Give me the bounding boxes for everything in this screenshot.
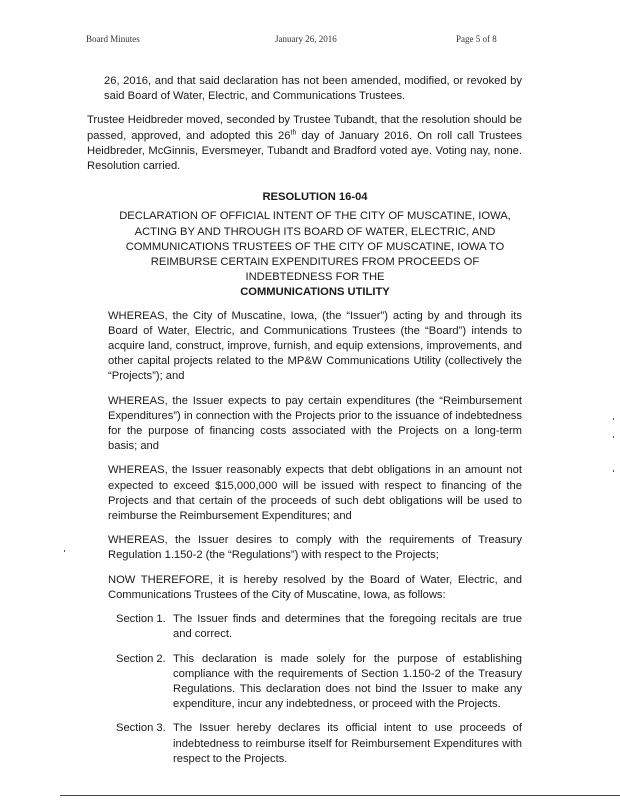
- section-label: Section 3.: [116, 722, 166, 735]
- resolution-title: [108, 190, 522, 205]
- motion-text: Trustee Heidbreder moved, seconded by Trustee Tubandt, that the resolution should be passed, approved, and adopted this 26: [87, 114, 522, 142]
- section-text: This declaration is made solely for the purpose of establishing compliance with the requirements of Section 1.150-2 of the Treasury Regulations. This declaration does not bind the Issuer to make any expenditure, incur any indebtedness, or proceed with the Projects.: [173, 652, 522, 711]
- motion-paragraph: [87, 113, 522, 174]
- section-label: Section 2.: [116, 652, 166, 665]
- superscript: th: [290, 128, 297, 136]
- section-2: [116, 652, 522, 713]
- section-3: [116, 721, 522, 767]
- section-text: The Issuer finds and determines that the foregoing recitals are true and correct.: [173, 613, 522, 641]
- header-left: Board Minutes: [86, 34, 140, 44]
- section-1: [116, 612, 522, 642]
- scan-speck: [613, 418, 614, 420]
- whereas-1: WHEREAS, the City of Muscatine, Iowa, (the “Issuer”) acting by and through its Board of Water, Electric, and Communications Trustees (the “Board”) intends to acquire land, construct, improve, furnish, and equip extensions, improvements, and other capital projects related to the MP&W Communications Utility (collectively the “Projects”); and: [108, 309, 522, 383]
- scan-speck: [613, 436, 614, 438]
- header-date: January 26, 2016: [275, 34, 337, 44]
- declaration-heading: [112, 209, 518, 300]
- section-text: The Issuer hereby declares its official intent to use proceeds of indebtedness to reimburse itself for Reimbursement Expenditures with respect to the Projects.: [173, 722, 522, 765]
- whereas-3: WHEREAS, the Issuer reasonably expects that debt obligations in an amount not expected to exceed $15,000,000 will be issued with respect to financing of the Projects and that certain of the proceeds of such debt obligations will be used to reimburse the Reimbursement Expenditures; and: [108, 464, 522, 523]
- whereas-2: WHEREAS, the Issuer expects to pay certain expenditures (the “Reimbursement Expenditures”) in connection with the Projects prior to the issuance of indebtedness for the purpose of financing costs associated with the Projects on a long-term basis; and: [108, 394, 522, 453]
- now-therefore: NOW THEREFORE, it is hereby resolved by the Board of Water, Electric, and Communications Trustees of the City of Muscatine, Iowa, as follows:: [108, 573, 522, 601]
- header-page-number: Page 5 of 8: [456, 34, 497, 44]
- declaration-bold: COMMUNICATIONS UTILITY: [240, 286, 390, 299]
- bottom-scan-line: [60, 795, 620, 796]
- whereas-4: WHEREAS, the Issuer desires to comply with the requirements of Treasury Regulation 1.150-2 (the “Regulations”) with respect to the Projects;: [108, 534, 522, 562]
- paragraph-continuation: 26, 2016, and that said declaration has not been amended, modified, or revoked by said Board of Water, Electric, and Communications Trustees.: [104, 75, 522, 103]
- scan-speck: [613, 470, 614, 472]
- motion-text-rest: day of January 2016. On roll call Trustees Heidbreder, McGinnis, Eversmeyer, Tubandt and Bradford voted aye. Voting nay, none. Resolution carried.: [87, 129, 522, 173]
- declaration-text: DECLARATION OF OFFICIAL INTENT OF THE CITY OF MUSCATINE, IOWA, ACTING BY AND THROUGH ITS BOARD OF WATER, ELECTRIC, AND COMMUNICATIONS TRUSTEES OF THE CITY OF MUSCATINE, IOWA TO REIMBURSE CERTAIN EXPENDITURES FROM PROCEEDS OF INDEBTEDNESS FOR THE: [119, 210, 511, 284]
- scan-speck: [64, 550, 65, 552]
- section-label: Section 1.: [116, 613, 166, 626]
- resolution-title-text: RESOLUTION 16-04: [262, 191, 368, 204]
